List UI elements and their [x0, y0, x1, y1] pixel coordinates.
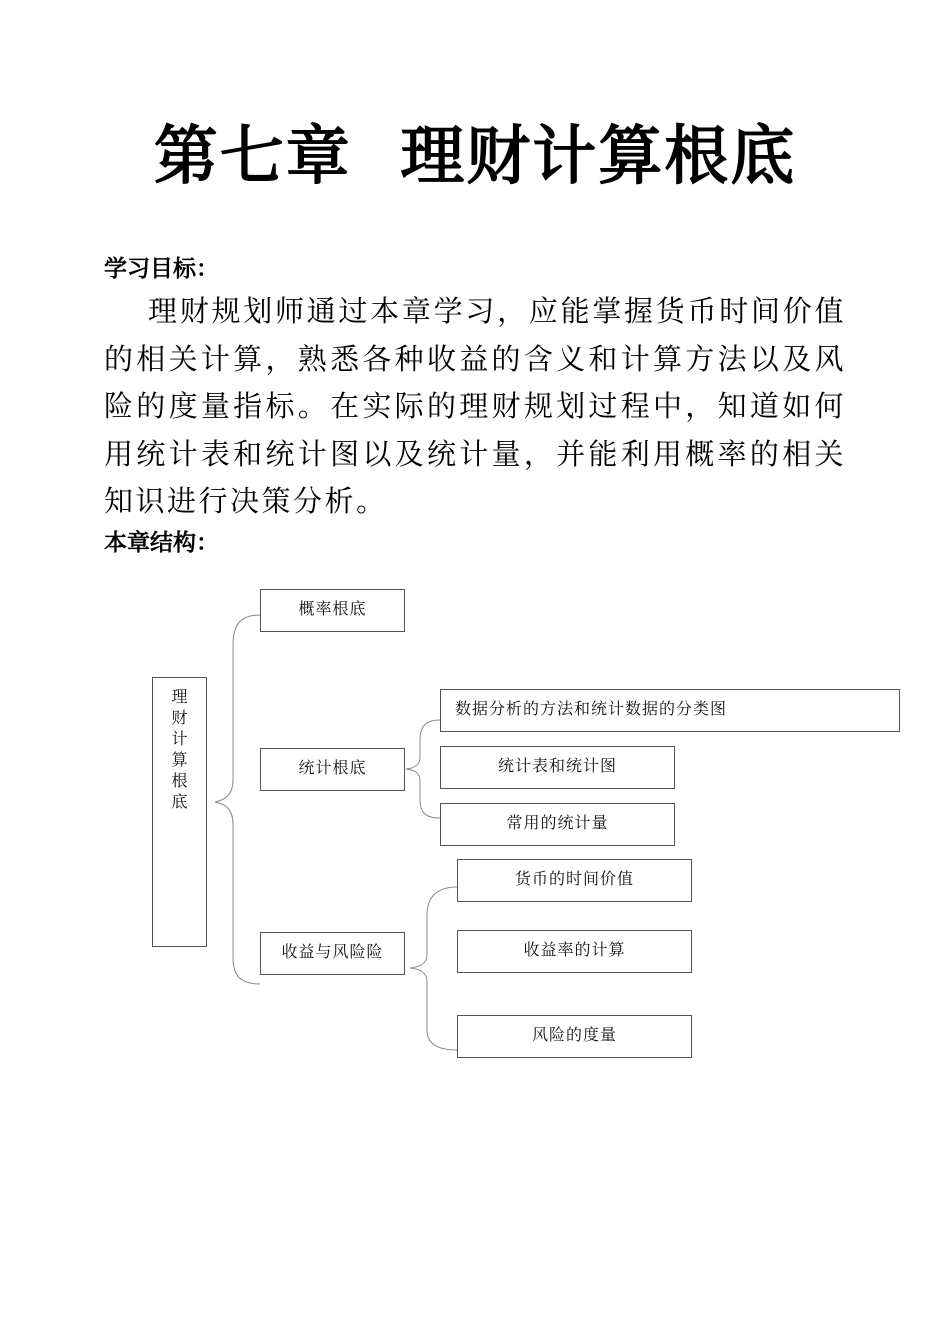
node-stat-tables-charts: 统计表和统计图	[440, 746, 675, 789]
node-data-analysis-methods: 数据分析的方法和统计数据的分类图	[440, 689, 900, 732]
node-return-calculation: 收益率的计算	[457, 930, 692, 973]
branch-statistics: 统计根底	[260, 748, 405, 791]
structure-heading: 本章结构：	[104, 530, 219, 556]
node-common-statistics: 常用的统计量	[440, 803, 675, 846]
diagram-root-node	[152, 677, 207, 947]
node-time-value-money: 货币的时间价值	[457, 859, 692, 902]
learning-goals-heading: 学习目标：	[104, 256, 219, 282]
node-risk-measure: 风险的度量	[457, 1015, 692, 1058]
branch-probability: 概率根底	[260, 589, 405, 632]
branch-return-risk: 收益与风险险	[260, 932, 405, 975]
learning-goals-text: 理财规划师通过本章学习，应能掌握货币时间价值的相关计算，熟悉各种收益的含义和计算方法以及风险的度量指标。在实际的理财规划过程中，知道如何用统计表和统计图以及统计量，并能利用概率的相关知识进行决策分析。	[104, 294, 846, 518]
diagram-root-label: 理财计算根底	[171, 687, 188, 811]
chapter-title: 第七章 理财计算根底	[153, 120, 797, 194]
